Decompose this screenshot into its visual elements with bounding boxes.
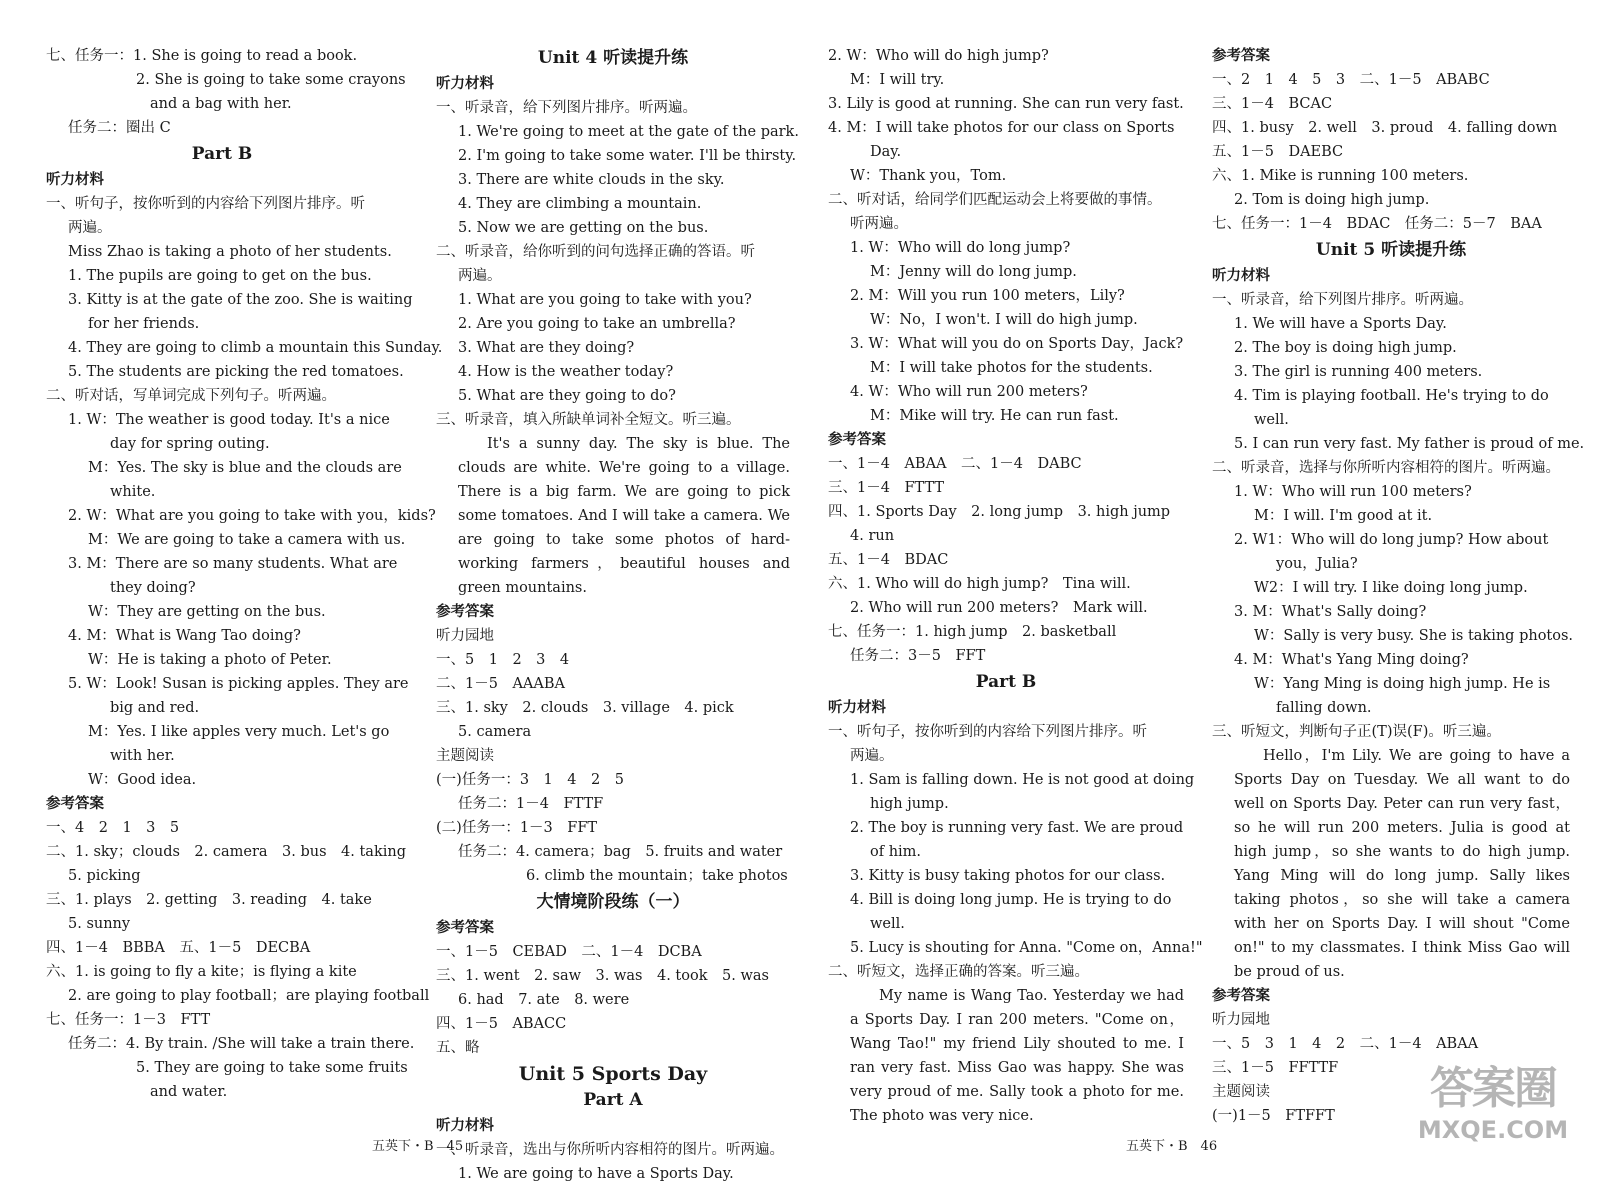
text-line: 3. There are white clouds in the sky. xyxy=(458,172,725,188)
text-line: 三、1. sky 2. clouds 3. village 4. pick xyxy=(436,700,734,716)
text-line: W：They are getting on the bus. xyxy=(88,604,326,620)
text-line: 2. W：What are you going to take with you，kids? xyxy=(68,508,436,524)
text-line: 4. Tim is playing football. He's trying to do xyxy=(1234,388,1549,404)
text-line: 三、1－5 FFTTF xyxy=(1212,1060,1339,1076)
text-line: 七、任务一：1－3 FTT xyxy=(46,1012,211,1028)
text-line: 四、1. busy 2. well 3. proud 4. falling down xyxy=(1212,120,1558,136)
text-line: W：Sally is very busy. She is taking photos. xyxy=(1254,628,1574,644)
text-line: M：I will take photos for the students. xyxy=(870,360,1153,376)
section-label: 参考答案 xyxy=(828,431,886,448)
text-line: 1. Sam is falling down. He is not good at doing xyxy=(850,772,1195,788)
page-number-right: 五英下・B 46 xyxy=(1126,1139,1218,1154)
text-line: 两遍。 xyxy=(68,220,112,236)
text-line: 一、听录音，选出与你所听内容相符的图片。听两遍。 xyxy=(436,1142,784,1158)
text-line: 4. How is the weather today? xyxy=(458,364,674,380)
text-line: M：We are going to take a camera with us. xyxy=(88,532,406,548)
text-line: 六、1. is going to fly a kite；is flying a kite xyxy=(46,964,357,980)
text-line: 六、1. Who will do high jump? Tina will. xyxy=(828,576,1131,592)
text-line: 5. What are they going to do? xyxy=(458,388,676,404)
watermark-site: MXQE.COM xyxy=(1417,1116,1569,1144)
section-label: 听力材料 xyxy=(1212,267,1270,284)
text-line: 2. The boy is running very fast. We are proud xyxy=(850,820,1184,836)
text-line: 一、5 1 2 3 4 xyxy=(436,652,570,668)
text-line: 七、任务一：1. high jump 2. basketball xyxy=(828,624,1117,640)
text-line: 3. M：What's Sally doing? xyxy=(1234,604,1427,620)
text-line: 1. The pupils are going to get on the bus. xyxy=(68,268,372,284)
text-line: well. xyxy=(1254,412,1289,428)
text-line: 一、1－4 ABAA 二、1－4 DABC xyxy=(828,456,1082,472)
text-line: 3. Lily is good at running. She can run very fast. xyxy=(828,96,1184,112)
section-title: Part A xyxy=(583,1090,643,1110)
section-label: 参考答案 xyxy=(46,795,104,812)
text-line: 3. M：There are so many students. What are xyxy=(68,556,398,572)
text-line: 三、1－4 BCAC xyxy=(1212,96,1333,112)
text-line: 2. W：Who will do high jump? xyxy=(828,48,1049,64)
text-line: W：Yang Ming is doing high jump. He is xyxy=(1254,676,1551,692)
text-line: M：I will try. xyxy=(850,72,945,88)
text-line: 四、1－5 ABACC xyxy=(436,1016,567,1032)
text-line: high jump. xyxy=(870,796,949,812)
text-line: 一、2 1 4 5 3 二、1－5 ABABC xyxy=(1212,72,1490,88)
text-line: 5. picking xyxy=(68,868,141,884)
text-line: for her friends. xyxy=(88,316,200,332)
text-line: 2. are going to play football；are playing football xyxy=(68,988,430,1004)
text-line: 一、听录音，给下列图片排序。听两遍。 xyxy=(1212,292,1473,308)
text-line: 2. W1：Who will do long jump? How about xyxy=(1234,532,1549,548)
section-label: 听力材料 xyxy=(828,699,886,716)
text-line: white. xyxy=(110,484,156,500)
text-line: 二、听对话，给同学们匹配运动会上将要做的事情。 xyxy=(828,192,1162,208)
text-line: 两遍。 xyxy=(458,268,502,284)
paragraph: My name is Wang Tao. Yesterday we had a Sports Day. I ran 200 meters. "Come on，Wang Tao!" my friend Lily shouted to me. I ran very fast. Miss Gao was happy. She was very proud of me. Sally took a photo for me. The photo was very nice. xyxy=(850,988,1184,1124)
text-line: 任务二：圈出 C xyxy=(68,120,171,136)
text-line: and a bag with her. xyxy=(150,96,292,112)
text-line: 2. She is going to take some crayons xyxy=(136,72,406,88)
text-line: 六、1. Mike is running 100 meters. xyxy=(1212,168,1469,184)
text-line: 1. W：The weather is good today. It's a nice xyxy=(68,412,390,428)
text-line: 2. Who will run 200 meters? Mark will. xyxy=(850,600,1148,616)
page-number-left: 五英下・B 45 xyxy=(372,1139,464,1154)
text-line: 五、略 xyxy=(436,1040,480,1056)
section-label: 参考答案 xyxy=(1212,987,1270,1004)
text-line: 5. camera xyxy=(458,724,532,740)
section-label: 听力材料 xyxy=(436,1117,494,1134)
text-line: Miss Zhao is taking a photo of her students. xyxy=(68,244,392,260)
text-line: 4. M：I will take photos for our class on Sports xyxy=(828,120,1175,136)
column-4 xyxy=(1212,44,1585,1128)
text-line: 一、5 3 1 4 2 二、1－4 ABAA xyxy=(1212,1036,1479,1052)
text-line: 一、1－5 CEBAD 二、1－4 DCBA xyxy=(436,944,702,960)
text-line: 听力园地 xyxy=(436,628,494,644)
text-line: W2：I will try. I like doing long jump. xyxy=(1254,580,1528,596)
text-line: 3. What are they doing? xyxy=(458,340,635,356)
text-line: 4. run xyxy=(850,528,895,544)
section-label: 参考答案 xyxy=(436,603,494,620)
text-line: 1. What are you going to take with you? xyxy=(458,292,752,308)
text-line: big and red. xyxy=(110,700,200,716)
text-line: 4. They are going to climb a mountain this Sunday. xyxy=(68,340,443,356)
text-line: 主题阅读 xyxy=(1212,1084,1270,1100)
text-line: 三、1. plays 2. getting 3. reading 4. take xyxy=(46,892,372,908)
text-line: well. xyxy=(870,916,905,932)
text-line: 三、听短文，判断句子正(T)误(F)。听三遍。 xyxy=(1212,724,1501,740)
text-line: 2. M：Will you run 100 meters，Lily? xyxy=(850,288,1125,304)
text-line: 5. W：Look! Susan is picking apples. They are xyxy=(68,676,409,692)
watermark-glyphs: 答案圈 xyxy=(1430,1063,1556,1114)
text-line: and water. xyxy=(150,1084,228,1100)
text-line: 七、任务一：1. She is going to read a book. xyxy=(46,48,358,64)
text-line: 4. M：What is Wang Tao doing? xyxy=(68,628,301,644)
text-line: W：Good idea. xyxy=(88,772,197,788)
text-line: 5. I can run very fast. My father is proud of me. xyxy=(1234,436,1585,452)
text-line: 听两遍。 xyxy=(850,216,908,232)
text-line: 3. Kitty is busy taking photos for our class. xyxy=(850,868,1166,884)
text-line: 三、1－4 FTTT xyxy=(828,480,945,496)
text-line: 三、1. went 2. saw 3. was 4. took 5. was xyxy=(436,968,769,984)
paragraph: It's a sunny day. The sky is blue. The clouds are white. We're going to a village. There is a big farm. We are going to pick some tomatoes. And I will take a camera. We are going to take some photos of hard-working farmers，beautiful houses and green mountains. xyxy=(458,436,790,596)
text-line: M：I will. I'm good at it. xyxy=(1254,508,1433,524)
text-line: 七、任务一：1－4 BDAC 任务二：5－7 BAA xyxy=(1212,216,1542,232)
text-line: M：Yes. The sky is blue and the clouds are xyxy=(88,460,402,476)
watermark-logo xyxy=(1408,1062,1578,1154)
text-line: 5. They are going to take some fruits xyxy=(136,1060,408,1076)
text-line: 6. had 7. ate 8. were xyxy=(458,992,630,1008)
text-line: 一、听录音，给下列图片排序。听两遍。 xyxy=(436,100,697,116)
text-line: 三、听录音，填入所缺单词补全短文。听三遍。 xyxy=(436,412,741,428)
text-line: you，Julia? xyxy=(1276,556,1358,572)
text-line: 5. Lucy is shouting for Anna. "Come on，Anna!" xyxy=(850,940,1203,956)
text-line: 二、1－5 AAABA xyxy=(436,676,565,692)
text-line: 二、听短文，选择正确的答案。听三遍。 xyxy=(828,964,1089,980)
column-2 xyxy=(436,44,799,1186)
section-label: 参考答案 xyxy=(1212,47,1270,64)
text-line: 4. They are climbing a mountain. xyxy=(458,196,702,212)
text-line: 二、听对话，写单词完成下列句子。听两遍。 xyxy=(46,388,336,404)
text-line: M：Mike will try. He can run fast. xyxy=(870,408,1119,424)
text-line: (一)任务一：3 1 4 2 5 xyxy=(436,772,624,788)
text-line: M：Jenny will do long jump. xyxy=(870,264,1077,280)
text-line: 5. sunny xyxy=(68,916,131,932)
text-line: 2. Are you going to take an umbrella? xyxy=(458,316,736,332)
paragraph: Hello，I'm Lily. We are going to have a Sports Day on Tuesday. We all want to do well on Sports Day. Peter can run very fast，so he will run 200 meters. Julia is good at high jump，so she wants to do high jump. Yang Ming will do long jump. Sally likes taking photos，so she will take a camera with her on Sports Day. I will shout "Come on!" to my classmates. I think Miss Gao will be proud of us. xyxy=(1234,748,1570,980)
text-line: W：He is taking a photo of Peter. xyxy=(88,652,332,668)
text-line: 3. W：What will you do on Sports Day，Jack? xyxy=(850,336,1184,352)
section-title: Unit 4 听读提升练 xyxy=(537,48,689,68)
text-line: (一)1－5 FTFFT xyxy=(1212,1108,1335,1124)
text-line: 5. The students are picking the red tomatoes. xyxy=(68,364,404,380)
text-line: 3. Kitty is at the gate of the zoo. She is waiting xyxy=(68,292,413,308)
text-line: 1. W：Who will do long jump? xyxy=(850,240,1071,256)
text-line: 任务二：3－5 FFT xyxy=(850,648,986,664)
text-line: 五、1－5 DAEBC xyxy=(1212,144,1344,160)
text-line: 4. M：What's Yang Ming doing? xyxy=(1234,652,1469,668)
text-line: 主题阅读 xyxy=(436,748,494,764)
text-line: M：Yes. I like apples very much. Let's go xyxy=(88,724,390,740)
text-line: 4. W：Who will run 200 meters? xyxy=(850,384,1088,400)
text-line: (二)任务一：1－3 FFT xyxy=(436,820,598,836)
text-line: 一、听句子，按你听到的内容给下列图片排序。听 xyxy=(46,196,365,212)
section-title: Unit 5 听读提升练 xyxy=(1315,240,1467,260)
text-line: falling down. xyxy=(1276,700,1372,716)
text-line: 四、1. Sports Day 2. long jump 3. high jump xyxy=(828,504,1171,520)
text-line: Day. xyxy=(870,144,902,160)
text-line: 1. W：Who will run 100 meters? xyxy=(1234,484,1472,500)
text-line: W：No，I won't. I will do high jump. xyxy=(870,312,1138,328)
text-line: 5. Now we are getting on the bus. xyxy=(458,220,709,236)
text-line: day for spring outing. xyxy=(110,436,270,452)
text-line: 2. I'm going to take some water. I'll be thirsty. xyxy=(458,148,797,164)
text-line: 四、1－4 BBBA 五、1－5 DECBA xyxy=(46,940,311,956)
text-line: 两遍。 xyxy=(850,748,894,764)
text-line: 2. The boy is doing high jump. xyxy=(1234,340,1457,356)
section-label: 听力材料 xyxy=(46,171,104,188)
text-line: with her. xyxy=(110,748,175,764)
text-line: 1. We will have a Sports Day. xyxy=(1234,316,1447,332)
text-line: 2. Tom is doing high jump. xyxy=(1234,192,1430,208)
section-title: Part B xyxy=(975,672,1037,692)
section-title: Unit 5 Sports Day xyxy=(518,1063,708,1085)
text-line: 4. Bill is doing long jump. He is trying to do xyxy=(850,892,1172,908)
text-line: 二、听录音，选择与你所听内容相符的图片。听两遍。 xyxy=(1212,460,1560,476)
text-line: 一、听句子，按你听到的内容给下列图片排序。听 xyxy=(828,724,1147,740)
text-line: 任务二：4. camera；bag 5. fruits and water xyxy=(458,844,783,860)
column-3 xyxy=(828,44,1203,1128)
text-line: 一、4 2 1 3 5 xyxy=(46,820,180,836)
text-line: 二、1. sky；clouds 2. camera 3. bus 4. taking xyxy=(46,844,406,860)
text-line: 3. The girl is running 400 meters. xyxy=(1234,364,1483,380)
text-line: 1. We're going to meet at the gate of the park. xyxy=(458,124,799,140)
section-label: 参考答案 xyxy=(436,919,494,936)
text-line: 任务二：1－4 FTTF xyxy=(458,796,604,812)
text-line: 任务二：4. By train. /She will take a train there. xyxy=(68,1036,415,1052)
text-line: 1. We are going to have a Sports Day. xyxy=(458,1166,734,1182)
text-line: they doing? xyxy=(110,580,196,596)
text-line: 五、1－4 BDAC xyxy=(828,552,949,568)
text-line: 二、听录音，给你听到的问句选择正确的答语。听 xyxy=(436,244,755,260)
text-line: of him. xyxy=(870,844,922,860)
column-1 xyxy=(46,44,443,1104)
text-line: 6. climb the mountain；take photos xyxy=(526,868,788,884)
section-label: 听力材料 xyxy=(436,75,494,92)
section-title: Part B xyxy=(191,144,253,164)
text-line: W：Thank you，Tom. xyxy=(850,168,1007,184)
section-title: 大情境阶段练（一） xyxy=(536,892,690,912)
text-line: 听力园地 xyxy=(1212,1012,1270,1028)
